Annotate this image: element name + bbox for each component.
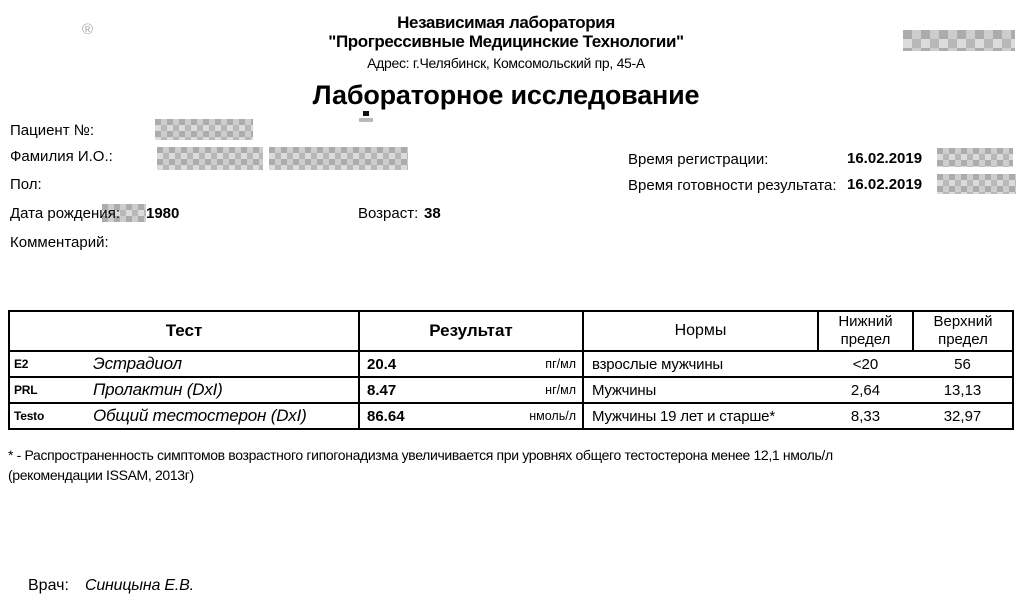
norm-text: взрослые мужчины [583,351,818,377]
redaction-artifact-dot [363,111,369,116]
birth-year-value: 1980 [146,205,180,222]
table-header-row [9,311,1013,351]
test-name: Общий тестостерон (DxI) [93,406,307,425]
patient-number-label: Пациент №: [10,122,95,139]
lower-limit-value: 8,33 [818,403,913,429]
col-header-upper-limit: Верхний предел [913,311,1013,351]
redacted-ready-time [937,174,1016,194]
redacted-registration-time [937,148,1013,167]
upper-limit-value: 13,13 [913,377,1013,403]
redacted-surname-part2 [269,147,408,170]
col-header-norms: Нормы [583,311,818,351]
col-header-lower-limit: Нижний предел [818,311,913,351]
registration-time-label: Время регистрации: [628,151,769,168]
result-unit: пг/мл [545,357,576,371]
table-row [9,403,1013,429]
age-value: 38 [424,205,441,222]
result-unit: нмоль/л [529,409,576,423]
col-header-result: Результат [359,311,583,351]
comment-label: Комментарий: [10,234,109,251]
col-header-test: Тест [9,311,359,351]
result-unit: нг/мл [545,383,576,397]
doctor-name: Синицына Е.В. [85,577,194,594]
lower-limit-value: 2,64 [818,377,913,403]
redacted-header-code [903,30,1015,51]
sex-label: Пол: [10,176,42,193]
upper-limit-value: 32,97 [913,403,1013,429]
result-value: 8.47 [367,381,397,399]
test-code: PRL [14,383,38,397]
org-name-line2: "Прогрессивные Медицинские Технологии" [328,32,684,51]
test-name: Пролактин (DxI) [93,380,223,399]
norm-text: Мужчины [583,377,818,403]
redacted-patient-number [155,119,253,140]
ready-time-label: Время готовности результата: [628,177,837,194]
result-value: 86.64 [367,407,405,425]
results-table [8,310,1014,430]
redacted-surname-part1 [157,147,263,170]
upper-limit-value: 56 [913,351,1013,377]
org-name-line1: Независимая лаборатория [397,13,615,32]
norm-text: Мужчины 19 лет и старше* [583,403,818,429]
table-row [9,377,1013,403]
report-title: Лабораторное исследование [312,80,700,110]
redaction-artifact-dash [359,118,373,122]
table-row [9,351,1013,377]
surname-label: Фамилия И.О.: [10,148,113,165]
result-value: 20.4 [367,355,397,373]
registration-date-value: 16.02.2019 [847,150,923,167]
test-code: E2 [14,357,29,371]
age-label: Возраст: [358,205,419,222]
lower-limit-value: <20 [818,351,913,377]
birthdate-label: Дата рождения: [10,205,120,222]
org-address: Адрес: г.Челябинск, Комсомольский пр, 45-А [367,55,645,71]
doctor-label: Врач: [28,577,69,594]
test-code: Testo [14,409,45,423]
test-name: Эстрадиол [93,354,182,373]
footnote-line1: * - Распространенность симптомов возрастного гипогонадизма увеличивается при уровнях общего тестостерона менее 12,1 нмоль/л [8,447,833,463]
footnote-line2: (рекомендации ISSAM, 2013г) [8,467,194,483]
ready-date-value: 16.02.2019 [847,176,923,193]
registered-trademark-icon: ® [82,21,94,38]
